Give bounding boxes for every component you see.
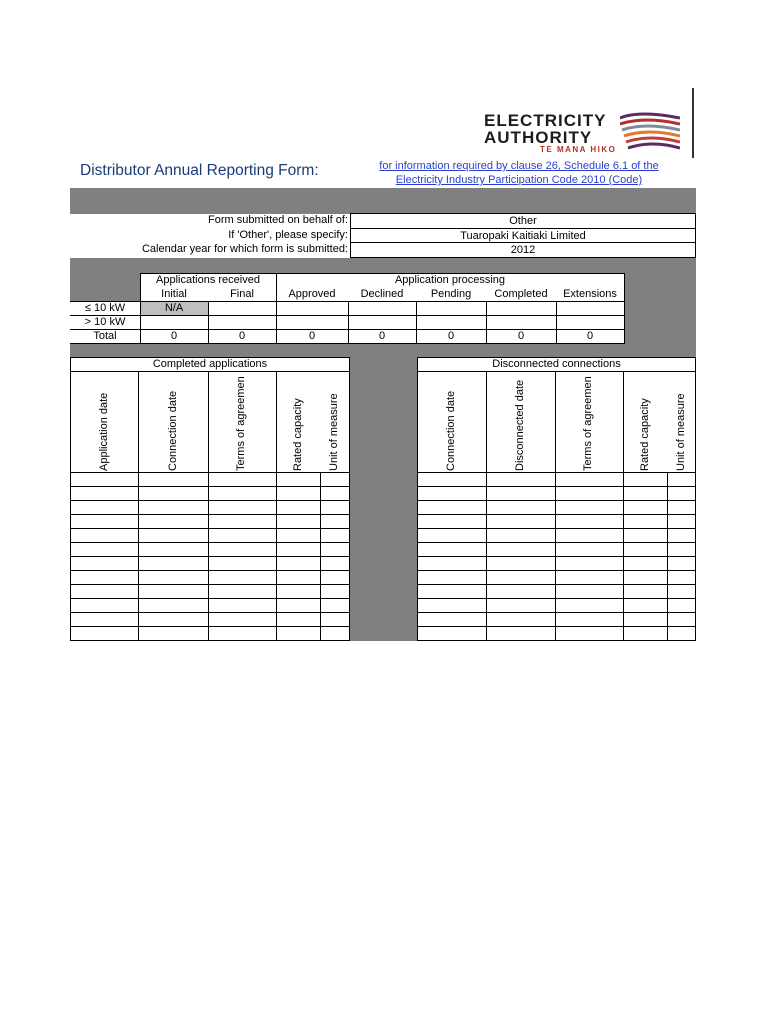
- code-reference-link[interactable]: [358, 159, 680, 187]
- col-completed: Completed: [494, 288, 548, 300]
- page-title: Distributor Annual Reporting Form:: [80, 162, 319, 179]
- col-connection-date: Connection date: [167, 390, 179, 471]
- col-pending: Pending: [430, 288, 472, 300]
- logo-divider: [692, 88, 694, 158]
- applications-received-header: Applications received: [156, 274, 260, 286]
- total-initial: 0: [170, 330, 178, 342]
- disconnected-connections-table: [417, 357, 696, 641]
- other-value: Tuaropaki Kaitiaki Limited: [460, 230, 586, 242]
- behalf-label: Form submitted on behalf of:: [207, 214, 348, 226]
- col-declined: Declined: [360, 288, 404, 300]
- col-disc-disconnected-date: Disconnected date: [514, 379, 526, 471]
- year-value: 2012: [510, 244, 536, 256]
- applications-band-top: [70, 258, 696, 273]
- application-processing-header: Application processing: [394, 274, 506, 286]
- cell-small-initial[interactable]: N/A: [164, 302, 184, 314]
- total-extensions: 0: [586, 330, 594, 342]
- completed-header: Completed applications: [152, 358, 268, 370]
- total-final: 0: [238, 330, 246, 342]
- completed-rows[interactable]: [70, 472, 350, 641]
- header-band: [70, 188, 696, 214]
- col-extensions: Extensions: [563, 288, 617, 300]
- col-unit-of-measure: Unit of measure: [328, 393, 340, 471]
- logo-text-line1: ELECTRICITY: [484, 111, 607, 130]
- middle-separator: [350, 357, 417, 641]
- row-label-small: ≤ 10 kW: [84, 302, 126, 314]
- completed-applications-table: [70, 357, 350, 641]
- total-approved: 0: [308, 330, 316, 342]
- total-pending: 0: [447, 330, 455, 342]
- col-disc-terms-of-agreement: Terms of agreemen: [582, 376, 594, 471]
- col-final: Final: [230, 288, 254, 300]
- row-label-large: > 10 kW: [84, 316, 126, 328]
- col-disc-unit-of-measure: Unit of measure: [675, 393, 687, 471]
- logo-text-line2: AUTHORITY: [484, 128, 593, 147]
- col-terms-of-agreement: Terms of agreemen: [235, 376, 247, 471]
- disconnected-header: Disconnected connections: [492, 358, 621, 370]
- logo-text-line3: TE MANA HIKO: [540, 145, 617, 154]
- code-link-line2[interactable]: Electricity Industry Participation Code 2010 (Code): [395, 174, 643, 186]
- col-approved: Approved: [288, 288, 336, 300]
- total-declined: 0: [378, 330, 386, 342]
- col-disc-connection-date: Connection date: [445, 390, 457, 471]
- applications-table: [70, 273, 625, 344]
- total-completed: 0: [517, 330, 525, 342]
- electricity-authority-logo: [484, 108, 694, 158]
- other-label: If 'Other', please specify:: [228, 229, 348, 241]
- disconnected-rows[interactable]: [417, 472, 696, 641]
- col-initial: Initial: [161, 288, 187, 300]
- year-label: Calendar year for which form is submitted:: [141, 243, 348, 255]
- row-label-total: Total: [93, 330, 117, 342]
- behalf-field[interactable]: [350, 213, 696, 229]
- code-link-line1[interactable]: for information required by clause 26, Schedule 6.1 of the: [379, 160, 659, 172]
- year-field[interactable]: [350, 242, 696, 258]
- col-disc-rated-capacity: Rated capacity: [639, 398, 651, 471]
- behalf-value: Other: [509, 215, 537, 227]
- logo-stripes-icon: [620, 112, 680, 152]
- col-rated-capacity: Rated capacity: [292, 398, 304, 471]
- col-application-date: Application date: [98, 392, 110, 471]
- applications-band-bottom: [70, 343, 696, 357]
